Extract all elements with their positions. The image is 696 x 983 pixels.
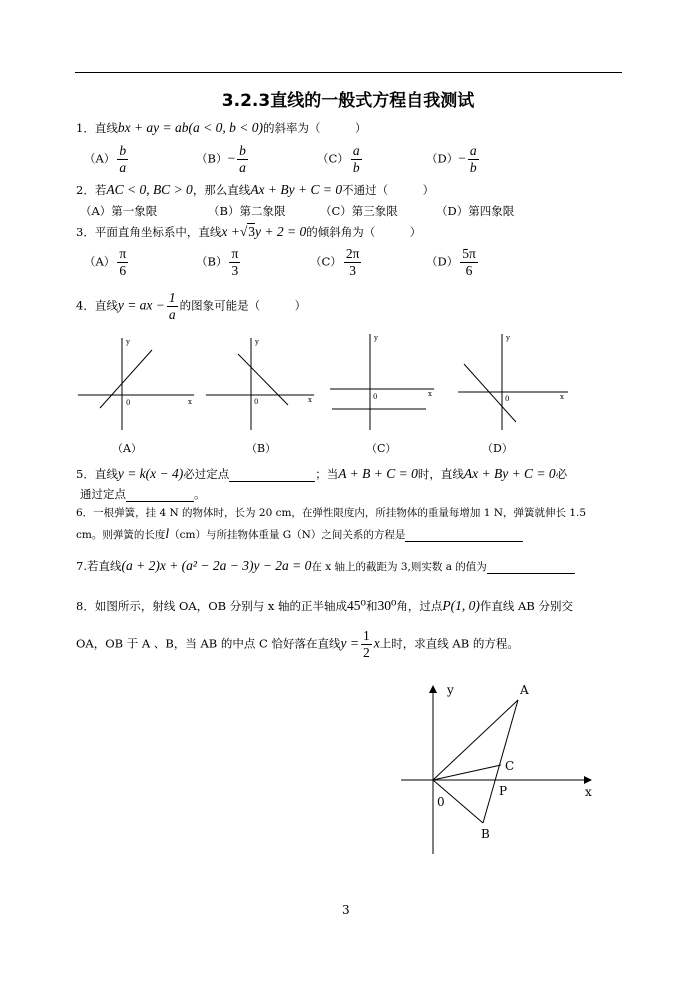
q8-equation: y =: [340, 635, 359, 651]
q8-eq-tail: x: [373, 635, 380, 651]
q2-equation: Ax + By + C = 0: [250, 182, 343, 197]
q6-blank[interactable]: [405, 529, 523, 542]
q1-option-a-num: b: [119, 143, 127, 158]
q6-line-2b: （cm）与所挂物体重量 G（N）之间关系的方程是: [169, 529, 406, 541]
q8-fraction: [361, 628, 372, 661]
graph-b-caption: （B）: [246, 442, 277, 455]
graph-d-y-label: y: [506, 334, 510, 342]
q3-option-b-fraction: [229, 246, 240, 279]
q3-option-c-den: 3: [349, 263, 356, 278]
q2-option-c: （C）第三象限: [320, 204, 398, 218]
graph-d-x-label: x: [560, 393, 564, 401]
q5-equation-2: Ax + By + C = 0: [463, 466, 556, 481]
q1-option-a-label: （A）: [84, 151, 116, 166]
q8-y-label: y: [447, 683, 454, 697]
q3-option-d-den: 6: [465, 263, 473, 278]
q3-option-a: [84, 246, 130, 279]
q3-suffix: 的倾斜角为（ ）: [306, 225, 422, 239]
q1-option-a-fraction: [117, 143, 128, 176]
q3-eq-root: 3: [248, 224, 255, 239]
header-rule: [75, 72, 622, 73]
q8-point-b: B: [481, 827, 490, 841]
q5-text-4: 必: [555, 467, 568, 481]
q4-fraction: [167, 290, 178, 323]
q5-blank-1[interactable]: [229, 469, 315, 482]
q5-prefix: 5．直线: [76, 467, 118, 481]
q5-condition: A + B + C = 0: [338, 466, 418, 481]
q3-option-d: [426, 246, 480, 279]
q3-option-a-fraction: [117, 246, 128, 279]
q8-angle-1: 45⁰: [347, 598, 366, 613]
q7-prefix: 7.若直线: [76, 559, 122, 573]
q5-line-2: [80, 486, 206, 502]
graph-a-origin: 0: [126, 399, 131, 407]
graph-a-caption: （A）: [112, 442, 142, 455]
q8-line-2b: 上时，求直线 AB 的方程。: [379, 636, 519, 651]
q4-suffix: 的图象可能是（ ）: [179, 298, 307, 313]
q1-option-b-label: （B）: [196, 151, 228, 166]
q8-line-2: [76, 628, 519, 661]
q1-option-b-den: a: [239, 160, 246, 175]
q3-option-c: [310, 246, 363, 279]
q5-equation-1: y = k(x − 4): [117, 466, 184, 481]
q8-segment-oc: [433, 765, 501, 780]
q4-equation: y = ax −: [117, 297, 165, 313]
q8-x-label: x: [585, 785, 592, 799]
graph-d-line: [464, 364, 516, 422]
q3-prefix: 3．平面直角坐标系中，直线: [76, 225, 222, 239]
q3-option-a-label: （A）: [84, 254, 116, 269]
question-1: [76, 120, 367, 136]
q6-line-1: 6．一根弹簧，挂 4 N 的物体时，长为 20 cm，在弹性限度内，所挂物体的重量每增加 1 N，弹簧就伸长 1.5: [76, 507, 587, 519]
q4-graph-c: [330, 334, 434, 455]
question-5: [76, 466, 567, 482]
question-7: [76, 558, 575, 574]
q1-option-c-den: b: [352, 160, 360, 175]
q8-point-a: A: [520, 683, 529, 697]
q5-text-2: ；当: [315, 467, 339, 481]
q8-frac-den: 2: [363, 645, 370, 660]
q5-blank-2[interactable]: [126, 489, 194, 502]
q6-length-symbol: l: [165, 526, 170, 541]
graph-c-caption: （C）: [366, 442, 397, 455]
q2-suffix: 不通过（ ）: [342, 183, 435, 197]
graph-b-x-label: x: [308, 396, 312, 404]
graph-a-y-label: y: [126, 338, 130, 346]
q1-equation: bx + ay = ab(a < 0, b < 0): [117, 120, 263, 135]
q6-line-2: [76, 526, 523, 542]
graph-d-origin: 0: [505, 395, 510, 403]
q1-option-b-fraction: [237, 143, 248, 176]
q4-prefix: 4．直线: [76, 298, 118, 313]
q1-option-c: [317, 143, 364, 176]
q1-option-b-num: b: [239, 143, 246, 158]
q8-origin-label: 0: [437, 795, 445, 809]
q2-condition: AC < 0, BC > 0: [106, 182, 193, 197]
q3-option-a-num: π: [119, 246, 127, 261]
q4-graphs: [70, 330, 590, 460]
q3-option-c-label: （C）: [310, 254, 342, 269]
q8-point-c: C: [505, 759, 515, 773]
q1-option-d-den: b: [469, 160, 477, 175]
q1-option-d-sign: −: [458, 150, 466, 166]
q4-graph-b: [206, 338, 314, 455]
q1-option-d: [426, 143, 481, 176]
q6-line-2a: cm。则弹簧的长度: [76, 529, 166, 541]
q1-option-c-fraction: [351, 143, 362, 176]
graph-b-origin: 0: [254, 398, 259, 406]
q8-line-1b: 和: [365, 599, 378, 613]
q3-option-d-label: （D）: [426, 254, 459, 269]
graph-c-origin: 0: [373, 393, 378, 401]
q1-option-c-num: a: [352, 143, 360, 158]
q3-option-a-den: 6: [119, 263, 127, 278]
q4-frac-num: 1: [168, 290, 176, 305]
graph-c-x-label: x: [428, 390, 432, 398]
graph-c-y-label: y: [374, 334, 378, 342]
q8-frac-num: 1: [363, 628, 370, 643]
q5-text-3: 时，直线: [417, 467, 464, 481]
q3-option-c-num: 2π: [345, 246, 360, 261]
q8-line-2a: OA，OB 于 A 、B，当 AB 的中点 C 恰好落在直线: [76, 636, 341, 651]
q4-graph-a: [78, 338, 194, 455]
q8-line-1: [76, 598, 573, 614]
graph-b-y-label: y: [255, 338, 259, 346]
q1-option-a: [84, 143, 130, 176]
q8-angle-2: 30⁰: [377, 598, 397, 613]
q3-option-b-den: 3: [231, 263, 239, 278]
q4-graph-d: [458, 334, 568, 455]
q1-option-d-label: （D）: [426, 151, 459, 166]
q4-frac-den: a: [168, 307, 176, 322]
question-3: 3．平面直角坐标系中，直线x +√3y + 2 = 0的倾斜角为（ ）: [76, 224, 422, 239]
q1-suffix: 的斜率为（ ）: [263, 121, 367, 135]
q3-option-d-fraction: [460, 246, 478, 279]
q3-option-d-num: 5π: [462, 246, 476, 261]
q8-figure: [395, 680, 605, 860]
graph-d-caption: （D）: [482, 442, 513, 455]
q3-eq-b: y + 2 = 0: [254, 224, 307, 239]
graph-b-line: [238, 354, 288, 405]
q3-option-b-num: π: [231, 246, 239, 261]
question-2: [76, 182, 434, 198]
q7-blank[interactable]: [487, 561, 575, 574]
q8-line-1d: 作直线 AB 分别交: [479, 599, 573, 613]
q3-eq-a: x +: [221, 224, 240, 239]
q1-option-c-label: （C）: [317, 151, 349, 166]
q1-option-b-sign: −: [227, 150, 236, 166]
q5-line-2-text: 通过定点: [80, 487, 126, 501]
q2-mid: ，那么直线: [192, 183, 251, 197]
q1-option-d-num: a: [469, 143, 477, 158]
q1-option-a-den: a: [119, 160, 127, 175]
q1-prefix: 1．直线: [76, 121, 118, 135]
q5-end: 。: [194, 487, 206, 501]
q8-point: P(1, 0): [442, 598, 480, 613]
q3-option-c-fraction: [344, 246, 362, 279]
q3-option-b: [196, 246, 242, 279]
q8-line-1c: 角，过点: [396, 599, 443, 613]
q1-option-b: [196, 143, 250, 176]
page-title: 3.2.3直线的一般式方程自我测试: [221, 91, 475, 111]
q5-text-1: 必过定点: [183, 467, 230, 481]
q8-line-1a: 8．如图所示，射线 OA，OB 分别与 x 轴的正半轴成: [76, 599, 348, 613]
q1-option-d-fraction: [468, 143, 479, 176]
question-4: [76, 290, 306, 323]
page-number: 3: [342, 903, 350, 917]
q2-option-b: （B）第二象限: [208, 204, 286, 218]
graph-a-x-label: x: [188, 398, 192, 406]
q7-equation: (a + 2)x + (a² − 2a − 3)y − 2a = 0: [121, 558, 312, 573]
q2-option-d: （D）第四象限: [436, 204, 515, 218]
q8-point-p: P: [499, 784, 508, 798]
q2-option-a: （A）第一象限: [80, 204, 158, 218]
q7-suffix: 在 x 轴上的截距为 3,则实数 a 的值为: [311, 561, 487, 573]
q2-prefix: 2．若: [76, 183, 107, 197]
q3-option-b-label: （B）: [196, 254, 228, 269]
